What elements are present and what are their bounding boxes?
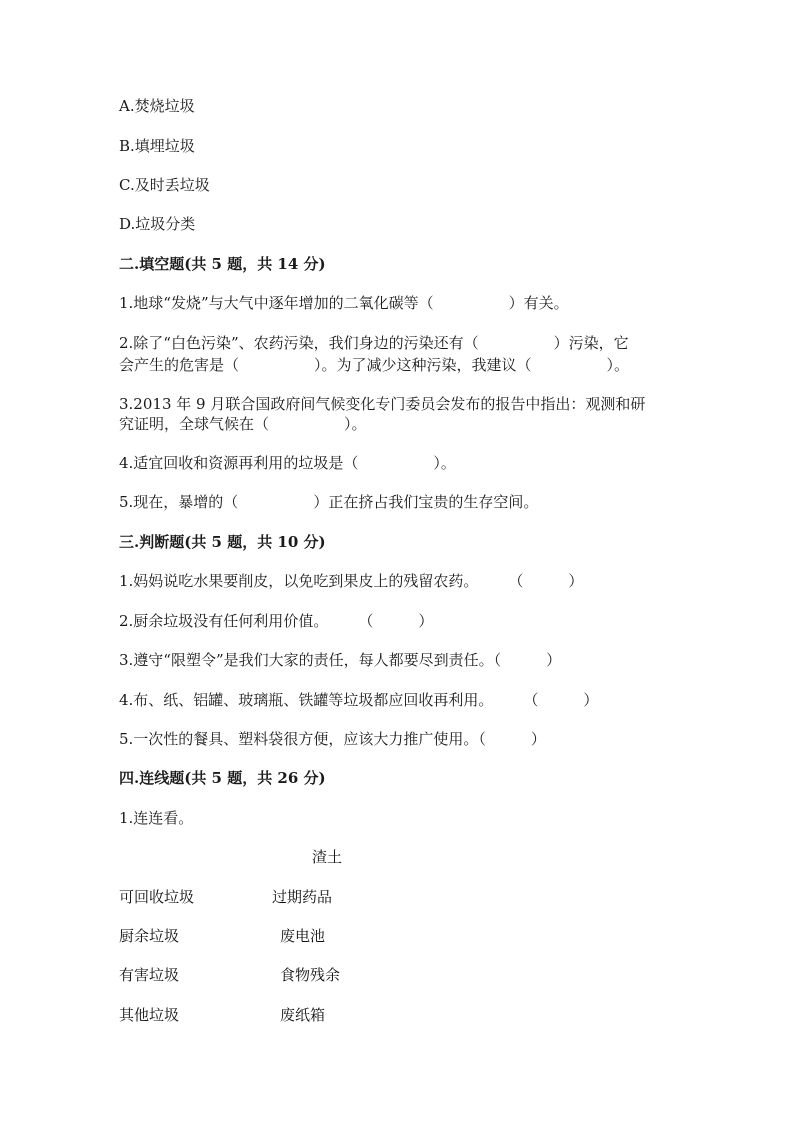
section2-question-2-line1: 2.除了“白色污染”、农药污染，我们身边的污染还有（ ）污染，它 — [119, 334, 629, 352]
option-d: D.垃圾分类 — [119, 215, 196, 233]
option-b: B.填埋垃圾 — [119, 137, 195, 155]
match-left-item-2: 厨余垃圾 — [119, 927, 180, 945]
match-left-item-3: 有害垃圾 — [119, 966, 180, 984]
section2-heading: 二.填空题(共 5 题，共 14 分) — [119, 255, 326, 273]
match-right-item-4: 废纸箱 — [280, 1006, 326, 1024]
section2-question-3-line2: 究证明，全球气候在（ ）。 — [119, 415, 367, 433]
section2-question-3-line1: 3.2013 年 9 月联合国政府间气候变化专门委员会发布的报告中指出：观测和研 — [119, 395, 646, 413]
match-right-item-1: 过期药品 — [272, 888, 333, 906]
match-right-item-2: 废电池 — [280, 927, 326, 945]
match-top-item: 渣土 — [312, 848, 343, 866]
section2-question-4: 4.适宜回收和资源再利用的垃圾是（ ）。 — [119, 454, 456, 472]
match-right-item-3: 食物残余 — [280, 966, 341, 984]
section2-question-1: 1.地球“发烧”与大气中逐年增加的二氧化碳等（ ）有关。 — [119, 294, 569, 312]
section3-question-2: 2.厨余垃圾没有任何利用价值。 （ ） — [119, 612, 434, 630]
match-left-item-4: 其他垃圾 — [119, 1006, 180, 1024]
option-a: A.焚烧垃圾 — [119, 97, 195, 115]
section3-question-1: 1.妈妈说吃水果要削皮，以免吃到果皮上的残留农药。 （ ） — [119, 572, 584, 590]
section3-question-5: 5.一次性的餐具、塑料袋很方便，应该大力推广使用。（ ） — [119, 730, 546, 748]
section2-question-2-line2: 会产生的危害是（ ）。为了减少这种污染，我建议（ ）。 — [119, 356, 630, 374]
section4-heading: 四.连线题(共 5 题，共 26 分) — [119, 769, 326, 787]
section2-question-5: 5.现在，暴增的（ ）正在挤占我们宝贵的生存空间。 — [119, 493, 539, 511]
option-c: C.及时丢垃圾 — [119, 176, 210, 194]
section3-heading: 三.判断题(共 5 题，共 10 分) — [119, 533, 326, 551]
section3-question-4: 4.布、纸、铝罐、玻璃瓶、铁罐等垃圾都应回收再利用。 （ ） — [119, 691, 599, 709]
section3-question-3: 3.遵守“限塑令”是我们大家的责任，每人都要尽到责任。（ ） — [119, 651, 562, 669]
section4-question-1: 1.连连看。 — [119, 809, 194, 827]
match-left-item-1: 可回收垃圾 — [119, 888, 195, 906]
